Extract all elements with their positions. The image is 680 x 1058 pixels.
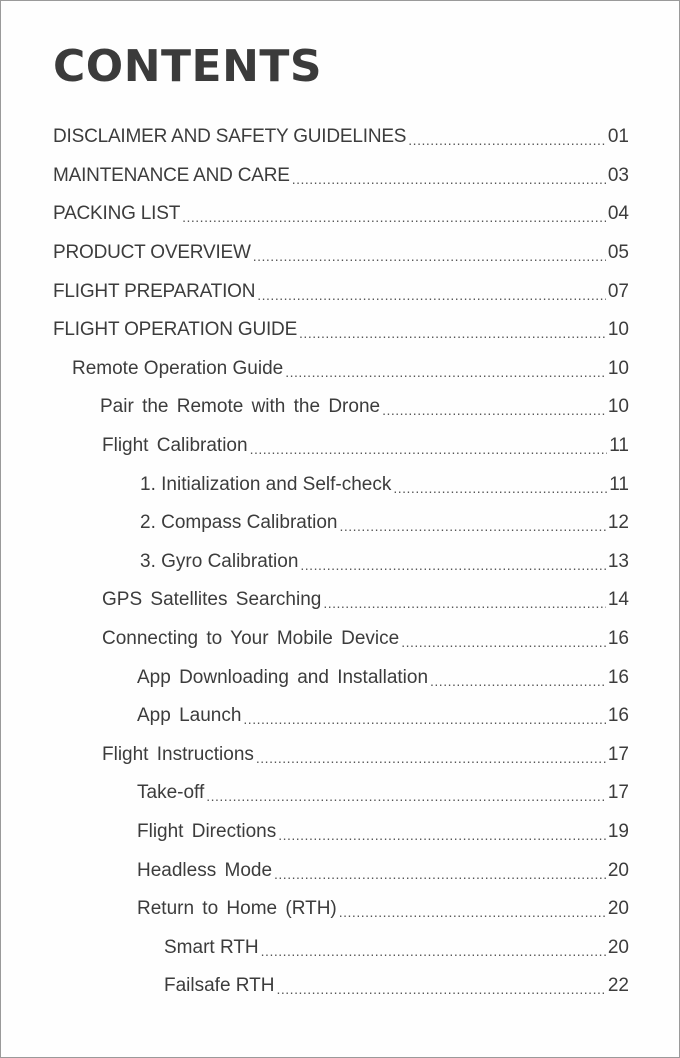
toc-entry-label: PACKING LIST (53, 203, 181, 225)
toc-entry-label: PRODUCT OVERVIEW (53, 242, 251, 264)
toc-entry-page-number: 17 (607, 743, 629, 765)
dot-leader (292, 171, 606, 187)
toc-entry-page-number: 20 (607, 859, 629, 881)
dot-leader (278, 827, 606, 843)
toc-entry[interactable] (1, 658, 680, 697)
dot-leader (274, 866, 606, 882)
toc-entry[interactable] (1, 890, 680, 929)
toc-entry[interactable] (1, 350, 680, 389)
toc-entry-label: Smart RTH (164, 936, 259, 958)
toc-entry[interactable] (1, 311, 680, 350)
toc-entry[interactable] (1, 427, 680, 466)
toc-entry-page-number: 11 (609, 435, 629, 457)
toc-entry[interactable] (1, 967, 680, 1006)
dot-leader (250, 441, 608, 457)
toc-entry-page-number: 04 (607, 203, 629, 225)
toc-entry[interactable] (1, 620, 680, 659)
dot-leader (382, 402, 606, 418)
toc-entry-page-number: 17 (607, 782, 629, 804)
toc-entry[interactable] (1, 272, 680, 311)
toc-entry-page-number: 20 (607, 898, 629, 920)
toc-entry-label: 1. Initialization and Self-check (140, 473, 392, 495)
dot-leader (277, 981, 606, 997)
dot-leader (339, 904, 606, 920)
toc-entry-label: Flight Instructions (102, 743, 254, 765)
toc-entry[interactable] (1, 774, 680, 813)
toc-entry-label: Connecting to Your Mobile Device (102, 628, 400, 650)
toc-entry-page-number: 14 (607, 589, 629, 611)
toc-entry[interactable] (1, 118, 680, 157)
toc-entry[interactable] (1, 543, 680, 582)
toc-entry-label: MAINTENANCE AND CARE (53, 164, 290, 186)
toc-entry-label: FLIGHT OPERATION GUIDE (53, 319, 298, 341)
page-title: CONTENTS (53, 41, 323, 92)
dot-leader (300, 557, 605, 573)
dot-leader (430, 673, 606, 689)
toc-entry-page-number: 03 (607, 164, 629, 186)
toc-entry-label: 3. Gyro Calibration (140, 550, 299, 572)
toc-entry-label: Remote Operation Guide (72, 357, 284, 379)
toc-entry[interactable] (1, 157, 680, 196)
toc-entry-page-number: 16 (607, 705, 629, 727)
dot-leader (401, 634, 606, 650)
toc-entry-label: Pair the Remote with the Drone (100, 396, 381, 418)
toc-entry-page-number: 05 (607, 242, 629, 264)
toc-entry[interactable] (1, 195, 680, 234)
dot-leader (206, 788, 606, 804)
toc-entry-page-number: 12 (607, 512, 629, 534)
table-of-contents (1, 118, 680, 1006)
toc-entry[interactable] (1, 813, 680, 852)
toc-entry-page-number: 10 (607, 396, 629, 418)
toc-entry-label: FLIGHT PREPARATION (53, 280, 256, 302)
toc-entry[interactable] (1, 928, 680, 967)
toc-entry-label: App Downloading and Installation (137, 666, 429, 688)
dot-leader (256, 750, 606, 766)
dot-leader (253, 248, 606, 264)
toc-entry-label: Headless Mode (137, 859, 273, 881)
dot-leader (299, 325, 606, 341)
toc-entry-page-number: 07 (607, 280, 629, 302)
dot-leader (323, 595, 606, 611)
toc-entry-label: GPS Satellites Searching (102, 589, 322, 611)
dot-leader (257, 287, 606, 303)
toc-entry[interactable] (1, 388, 680, 427)
toc-entry-page-number: 01 (607, 126, 629, 148)
toc-entry-label: Return to Home (RTH) (137, 898, 337, 920)
dot-leader (243, 711, 605, 727)
dot-leader (261, 943, 606, 959)
toc-entry[interactable] (1, 234, 680, 273)
toc-entry-page-number: 16 (607, 628, 629, 650)
toc-entry-label: DISCLAIMER AND SAFETY GUIDELINES (53, 126, 407, 148)
dot-leader (339, 518, 605, 534)
toc-entry-label: Flight Directions (137, 820, 277, 842)
dot-leader (182, 209, 606, 225)
toc-entry[interactable] (1, 697, 680, 736)
toc-entry[interactable] (1, 851, 680, 890)
toc-entry-page-number: 22 (607, 975, 629, 997)
toc-entry-page-number: 20 (607, 936, 629, 958)
dot-leader (285, 364, 606, 380)
toc-entry-label: 2. Compass Calibration (140, 512, 338, 534)
toc-entry-label: App Launch (137, 705, 242, 727)
toc-entry[interactable] (1, 581, 680, 620)
toc-entry-label: Flight Calibration (102, 435, 248, 457)
toc-entry[interactable] (1, 465, 680, 504)
toc-entry-page-number: 16 (607, 666, 629, 688)
toc-entry-page-number: 11 (609, 473, 629, 495)
toc-entry[interactable] (1, 504, 680, 543)
toc-entry[interactable] (1, 736, 680, 775)
toc-entry-page-number: 19 (607, 820, 629, 842)
dot-leader (393, 480, 607, 496)
toc-entry-page-number: 10 (607, 357, 629, 379)
toc-entry-page-number: 10 (607, 319, 629, 341)
toc-entry-label: Failsafe RTH (164, 975, 275, 997)
toc-entry-label: Take-off (137, 782, 205, 804)
dot-leader (408, 132, 606, 148)
toc-entry-page-number: 13 (607, 550, 629, 572)
